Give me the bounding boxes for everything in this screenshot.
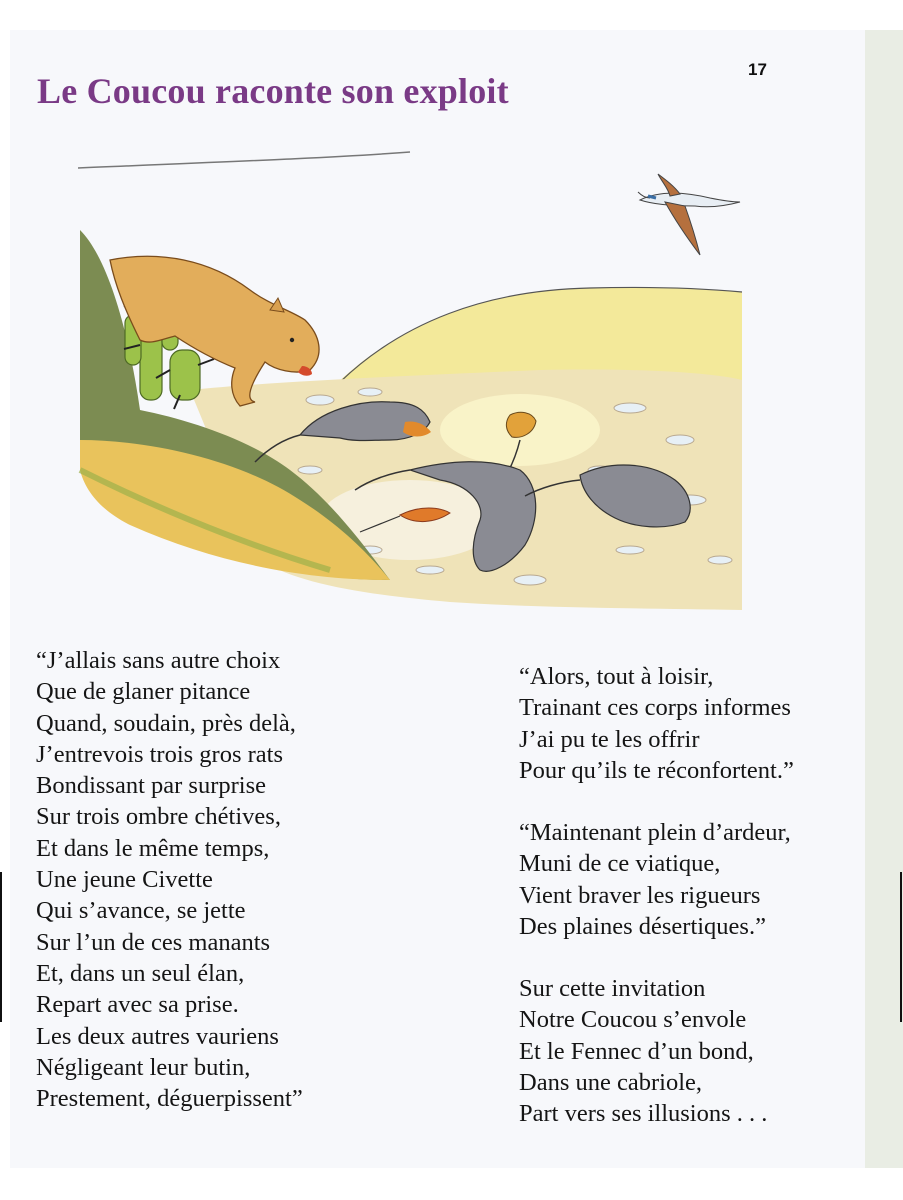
poem-line: Des plaines désertiques.”	[519, 912, 766, 940]
poem-line: Vient braver les rigueurs	[519, 881, 761, 909]
poem-line: Part vers ses illusions . . .	[519, 1100, 768, 1128]
poem-line: J’entrevois trois gros rats	[36, 740, 283, 768]
poem-line: Négligeant leur butin,	[36, 1053, 251, 1081]
poem-line: Les deux autres vauriens	[36, 1022, 279, 1050]
poem-line: Dans une cabriole,	[519, 1068, 702, 1096]
fennec-rats-cuckoo-illustration	[70, 140, 760, 620]
poem-line: Et dans le même temps,	[36, 834, 270, 862]
poem-line: Repart avec sa prise.	[36, 991, 239, 1019]
page-edge-strip	[865, 30, 903, 1168]
poem-line: Une jeune Civette	[36, 866, 213, 894]
page-number: 17	[748, 60, 767, 79]
poem-line: J’ai pu te les offrir	[519, 725, 700, 753]
poem-line: “Alors, tout à loisir,	[519, 663, 714, 690]
poem-line: Sur trois ombre chétives,	[36, 803, 281, 831]
poem-line: Que de glaner pitance	[36, 678, 251, 706]
poem-line: Sur l’un de ces manants	[36, 928, 271, 956]
poem-stanza-right-3	[519, 973, 767, 1129]
poem-line: Et, dans un seul élan,	[36, 959, 245, 987]
poem-line: Muni de ce viatique,	[519, 850, 721, 878]
poem-line: Quand, soudain, près delà,	[36, 709, 296, 737]
poem-line: Trainant ces corps informes	[519, 694, 791, 722]
scan-edge-mark-left	[0, 872, 2, 1022]
poem-line: Bondissant par surprise	[36, 772, 266, 800]
poem-line: Prestement, déguerpissent”	[36, 1085, 303, 1113]
poem-line: Qui s’avance, se jette	[36, 897, 246, 925]
poem-stanza-left	[36, 645, 303, 1114]
scan-edge-mark-right	[900, 872, 902, 1022]
poem-line: “Maintenant plein d’ardeur,	[519, 819, 791, 846]
poem-line: Sur cette invitation	[519, 975, 706, 1002]
poem-line: Notre Coucou s’envole	[519, 1006, 747, 1034]
poem-line: “J’allais sans autre choix	[36, 647, 281, 674]
page-title: Le Coucou raconte son exploit	[37, 71, 509, 111]
poem-stanza-right-2	[519, 817, 791, 942]
poem-line: Et le Fennec d’un bond,	[519, 1037, 754, 1065]
poem-line: Pour qu’ils te réconfortent.”	[519, 756, 794, 784]
poem-stanza-right-1	[519, 661, 794, 786]
